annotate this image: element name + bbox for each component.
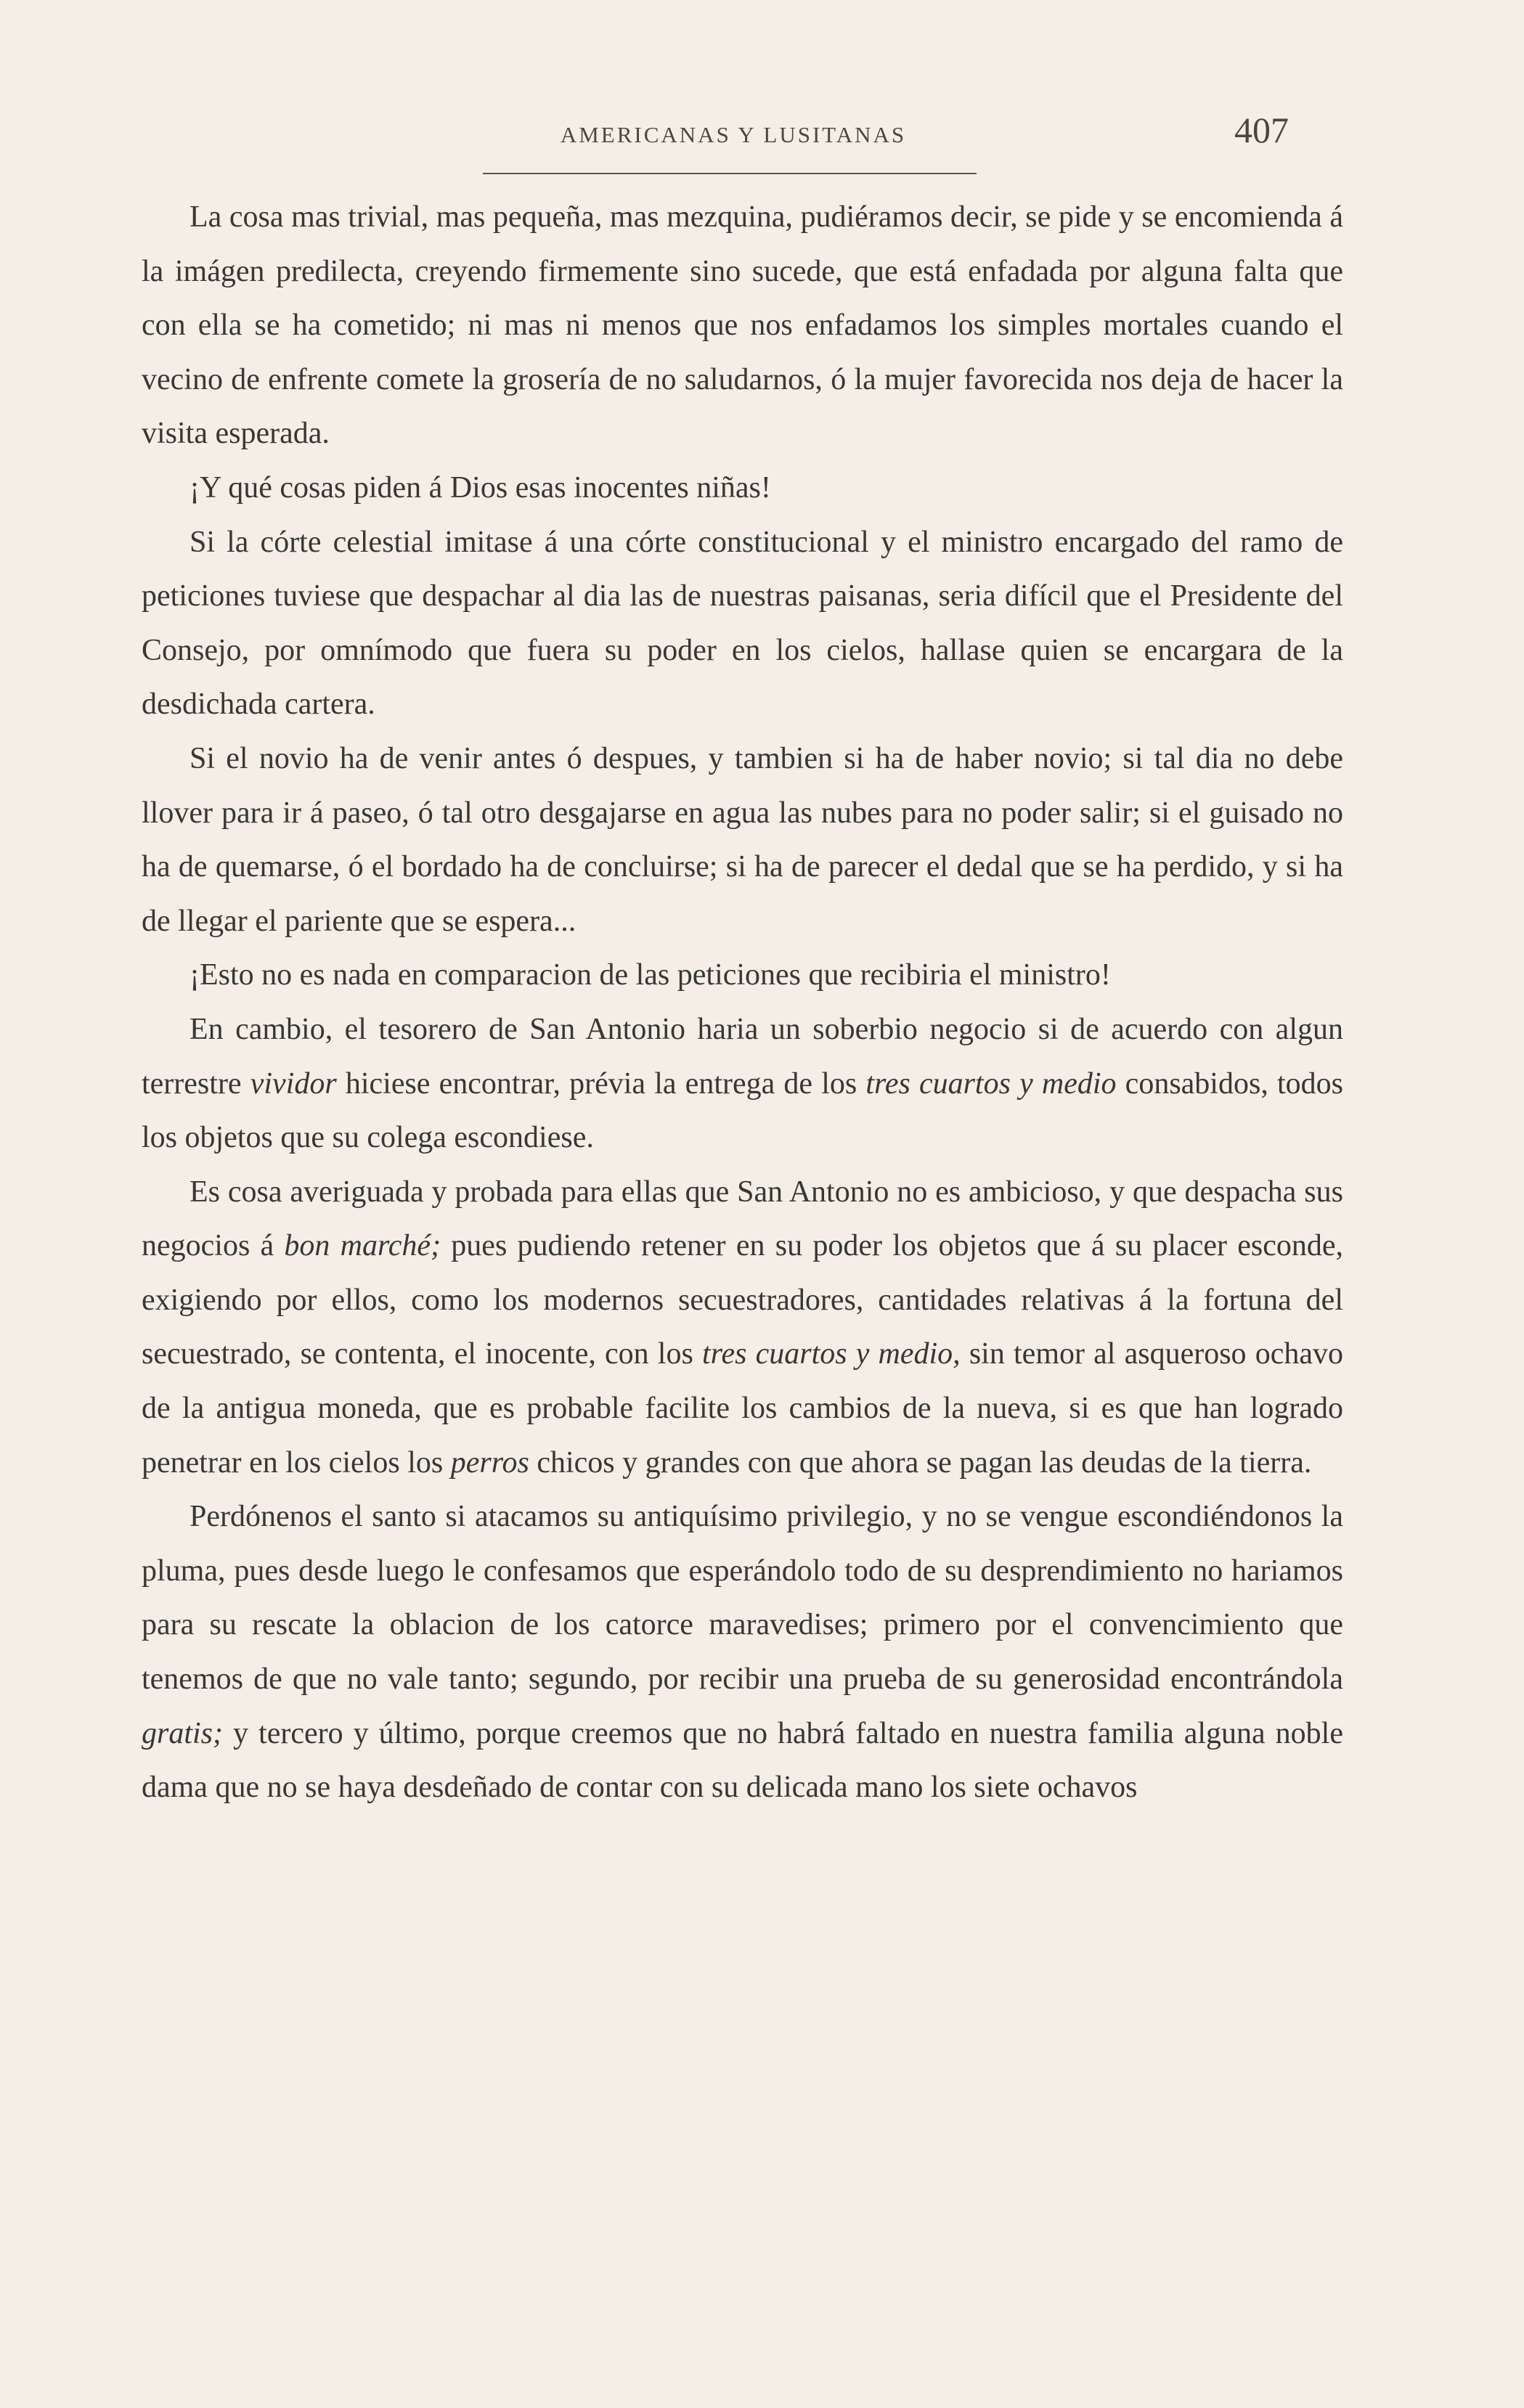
italic-text-run: tres cuartos y medio [865,1066,1117,1101]
page-number: 407 [1234,110,1289,150]
italic-text-run: perros [450,1445,529,1480]
text-run: sin temor al asqueroso ochavo de la antigua moneda, que es probable facilite los cambios de la nueva, si es que han logrado penetrar en los cielos los [142,1337,1343,1480]
body-text [142,190,1343,1815]
text-run: a [1209,254,1234,288]
text-run: Si el novio ha de venir antes ó despues, y tambien si ha de haber novio; si tal dia no debe llover para ir á paseo, ó tal otro desgajarse en agua las nubes para no poder salir; si el guisado no ha de quemarse, ó el bordado ha de concluirse; si ha de parecer el dedal que se ha perdido, y si ha de llegar el pariente que se espera... [142,741,1343,938]
paragraph [142,1165,1343,1490]
paragraph [142,948,1343,1003]
text-run: ¡Y qué cosas piden á Dios esas inocentes niñas! [190,470,771,505]
text-run: Si la córte celestial imitase á una córte constitucional y el ministro encargado del ramo de peticiones tuviese que despachar al dia las de nuestras paisanas, seria difícil que el Presidente del Consejo, por omnímodo que fuera su poder en los cielos, hallase quien se encargara de la desdichada cartera. [142,525,1343,722]
text-run: La cosa mas trivial, mas pequeña, mas mezquina, pudiéramos decir, se pide y se encomienda á la imágen predilecta, creyendo firmemente sino sucede, que está enfadada por algun [142,200,1343,288]
text-run: pues pudiendo retener en su poder los objetos que á su placer esconde, exigiendo por ellos, como los modernos secuestradores, cantidades relativas á la fortuna del secuestrado, se contenta, el inocente, con los [142,1229,1343,1371]
running-title: AMERICANAS Y LUSITANAS [560,122,907,147]
paragraph [142,732,1343,948]
text-run: p [1041,309,1057,343]
text-run: les mortales cuando el vecino de enfrente comete la grosería de no saludarnos, ó la mujer favorecida nos deja de hacer la visita esperada. [142,309,1343,451]
paragraph [142,461,1343,515]
paragraph [142,1490,1343,1815]
text-run: hiciese encontrar, prévia la entrega de los [336,1066,866,1101]
text-run: En cambio, el tesorero de San Antonio haria un soberbio negocio si de acuerdo con algun terrestre [142,1012,1343,1101]
paragraph [142,1003,1343,1165]
paragraph [142,190,1343,461]
header-rule [483,173,977,174]
text-run: Perdónenos el santo si atacamos su antiquísimo privilegio, y no se vengue escondiéndonos la pluma, pues desde luego le confesamos que esperándolo todo de su desprendimiento no hariamos para su rescate la oblacion de los catorce maravedises; primero por el convencimiento que tenemos de que no vale tanto; segundo, por recibir una prueba de su generosidad encontrándola [142,1500,1343,1697]
text-run: y tercero y último, porque creemos que no habrá faltado en nuestra familia alguna noble dama que no se haya desdeñado de contar con su delicada mano los siete ochavos [142,1716,1343,1805]
text-run: Es cosa averiguada y probada para ellas que San Antonio no es ambicioso, y que despacha sus negocios á [142,1175,1343,1263]
paragraph [142,515,1343,732]
italic-text-run: bon marché; [284,1229,441,1263]
italic-text-run: vividor [250,1066,337,1101]
italic-text-run: tres cuartos y medio, [701,1337,961,1371]
text-run: consabidos, todos los objetos que su colega escondiese. [142,1066,1343,1155]
italic-text-run: gratis; [142,1716,224,1750]
text-run: ¡Esto no es nada en comparacion de las peticiones que recibiria el ministro! [190,958,1111,992]
text-run: falta que con ella se ha cometido; ni mas ni menos que nos enfadamos los sim [142,254,1343,343]
text-run: chicos y grandes con que ahora se pagan las deudas de la tierra. [529,1445,1312,1480]
